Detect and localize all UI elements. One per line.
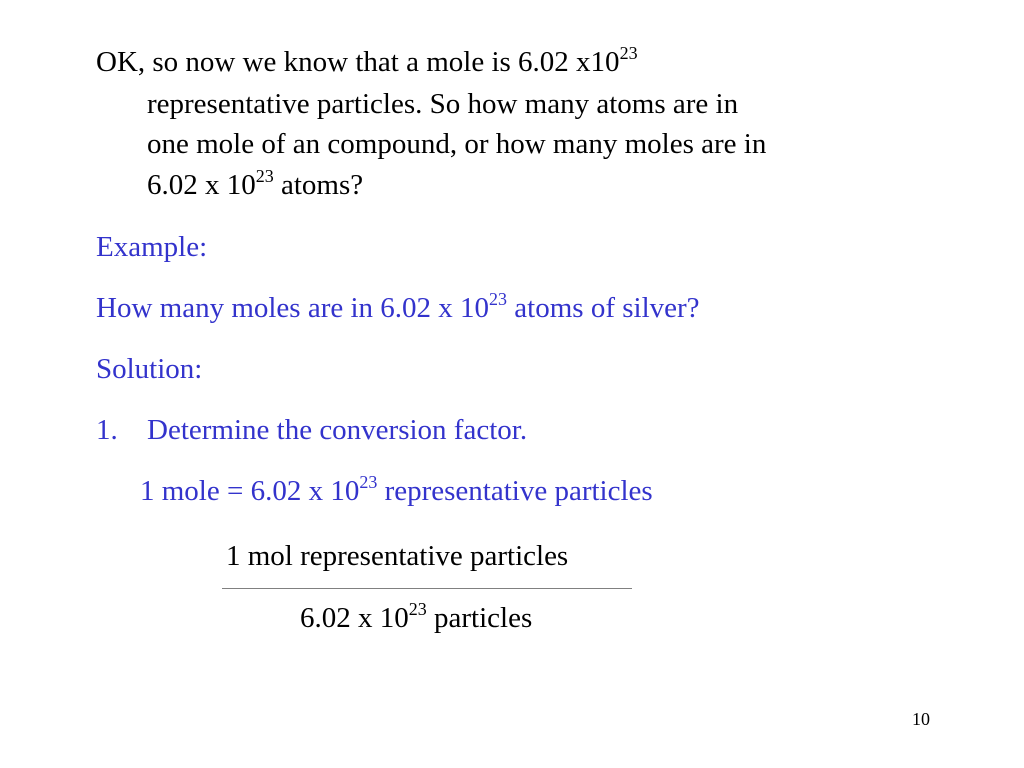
example-question-text: How many moles are in 6.02 x 10 [96, 292, 490, 324]
fraction-denominator-tail: particles [426, 602, 533, 634]
intro-line-1-exponent: 23 [619, 43, 638, 64]
intro-line-4-exponent: 23 [255, 166, 274, 187]
conversion-equation-tail: representative particles [377, 475, 653, 507]
page-number: 10 [912, 709, 930, 729]
conversion-equation-text: 1 mole = 6.02 x 10 [140, 475, 360, 507]
intro-line-4 [147, 168, 363, 202]
conversion-equation-exponent: 23 [359, 472, 378, 493]
example-question [96, 291, 700, 325]
step-number: 1. [96, 414, 118, 446]
fraction-divider [222, 588, 632, 589]
intro-line-1-text: OK, so now we know that a mole is 6.02 x10 [96, 46, 620, 78]
fraction-denominator-exponent: 23 [408, 599, 427, 620]
intro-line-2: representative particles. So how many atoms are in [147, 88, 739, 120]
solution-heading: Solution: [96, 353, 203, 385]
intro-line-1 [96, 45, 638, 79]
fraction-denominator-text: 6.02 x 10 [300, 602, 409, 634]
fraction-denominator [300, 601, 532, 635]
intro-line-3: one mole of an compound, or how many moles are in [147, 128, 767, 160]
example-question-exponent: 23 [489, 289, 508, 310]
conversion-equation [140, 474, 653, 508]
intro-line-4-text: 6.02 x 10 [147, 169, 256, 201]
example-heading: Example: [96, 231, 208, 263]
fraction-numerator: 1 mol representative particles [226, 540, 569, 572]
step-text: Determine the conversion factor. [147, 414, 528, 446]
example-question-tail: atoms of silver? [507, 292, 700, 324]
intro-line-4-tail: atoms? [273, 169, 364, 201]
